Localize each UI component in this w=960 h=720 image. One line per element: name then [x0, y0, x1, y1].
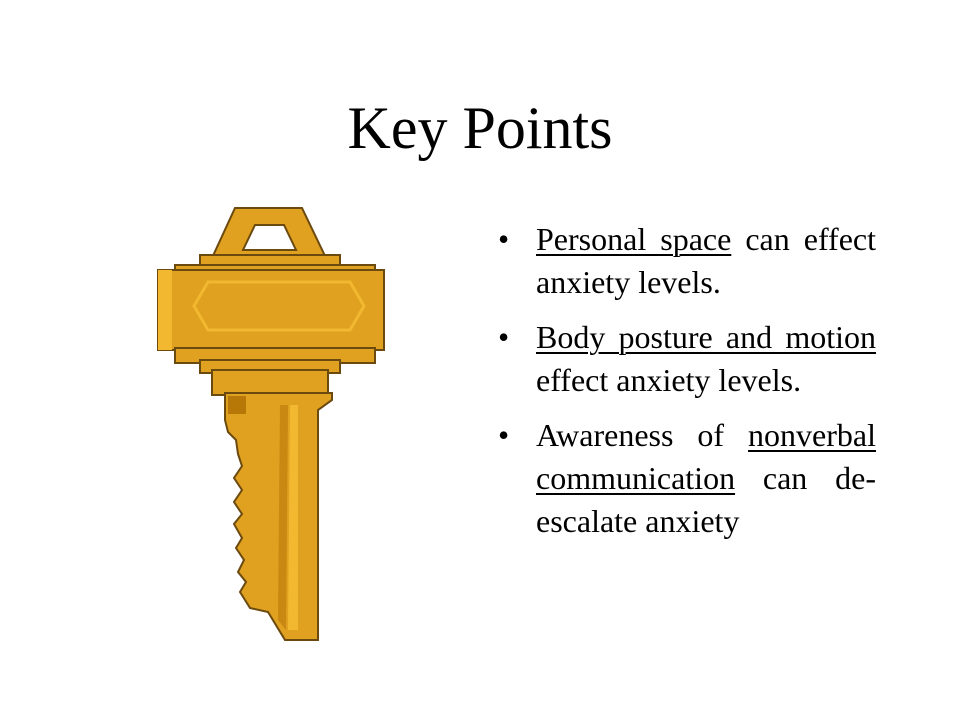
bullet-item-body-posture [496, 316, 876, 402]
key-blade [225, 393, 332, 640]
bullet-marker: • [498, 221, 510, 257]
bullet-list [496, 218, 876, 555]
bullet-text-underlined: Body posture and motion [536, 319, 876, 355]
bullet-text-underlined: nonverbal communication [536, 417, 876, 496]
bullet-text: can de-escalate anxiety [536, 460, 876, 539]
key-icon [150, 200, 390, 645]
bullet-item-nonverbal [496, 414, 876, 543]
bullet-marker: • [498, 319, 510, 355]
bullet-item-personal-space [496, 218, 876, 304]
bullet-text: Awareness of [536, 417, 749, 453]
bullet-text-underlined: Personal space [536, 221, 732, 257]
key-bow [158, 208, 384, 395]
bullet-text: effect anxiety levels. [536, 362, 802, 398]
bullet-text: can effect anxiety levels. [536, 221, 876, 300]
slide-title: Key Points [347, 95, 613, 161]
bullet-marker: • [498, 417, 510, 453]
key-label-plate [194, 282, 364, 330]
